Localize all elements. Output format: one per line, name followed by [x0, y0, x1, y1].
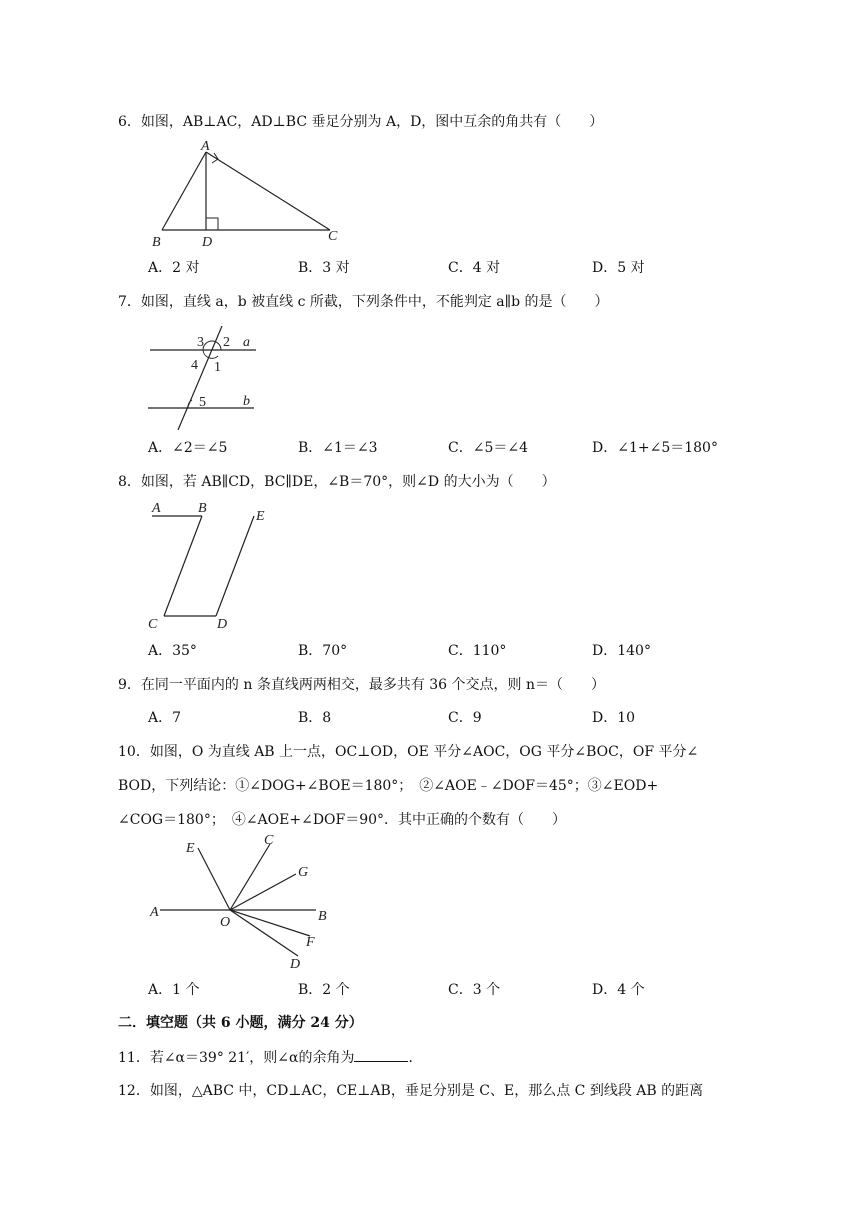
- q10-label-g: G: [298, 865, 309, 880]
- q10-label-o: O: [220, 915, 231, 930]
- q8-label-c: C: [148, 617, 158, 632]
- q10-option-d[interactable]: D．4 个: [592, 982, 645, 998]
- q9-option-b[interactable]: B．8: [298, 710, 332, 726]
- q6-option-c[interactable]: C．4 对: [448, 260, 501, 276]
- q11-stem: [118, 1047, 422, 1068]
- q8-label-d: D: [217, 617, 228, 632]
- q6-label-c: C: [328, 229, 338, 244]
- q8-figure: [146, 496, 272, 632]
- q8-label-e: E: [256, 509, 265, 524]
- q10-label-c: C: [264, 833, 274, 848]
- q6-option-a[interactable]: A．2 对: [148, 260, 200, 276]
- q10-label-e: E: [186, 841, 195, 856]
- q11-answer-blank[interactable]: [354, 1047, 408, 1062]
- q6-label-a: A: [201, 139, 210, 154]
- q6-stem: 6．如图，AB⊥AC，AD⊥BC 垂足分别为 A，D，图中互余的角共有（ ）: [118, 114, 604, 130]
- q7-angle-3: 3: [197, 335, 204, 350]
- q7-figure: [148, 326, 262, 430]
- q7-option-c[interactable]: C．∠5＝∠4: [448, 440, 528, 456]
- q7-angle-5: 5: [199, 395, 206, 410]
- q9-stem: 9．在同一平面内的 n 条直线两两相交，最多共有 36 个交点，则 n＝（ ）: [118, 677, 606, 693]
- q8-option-d[interactable]: D．140°: [592, 643, 651, 659]
- q7-angle-1: 1: [214, 360, 221, 375]
- q10-stem-line2: BOD，下列结论：①∠DOG+∠BOE＝180°； ②∠AOE﹣∠DOF＝45°；③∠EOD+: [118, 778, 659, 794]
- q7-line-a: a: [243, 335, 250, 350]
- q10-label-d: D: [290, 957, 301, 972]
- q10-label-f: F: [306, 935, 315, 950]
- q10-stem-line3: ∠COG＝180°； ④∠AOE+∠DOF＝90°．其中正确的个数有（ ）: [118, 812, 567, 828]
- section-title-fill-in: 二．填空题（共 6 小题，满分 24 分）: [118, 1015, 363, 1031]
- q9-option-a[interactable]: A．7: [148, 710, 182, 726]
- q9-option-d[interactable]: D．10: [592, 710, 636, 726]
- q8-option-b[interactable]: B．70°: [298, 643, 348, 659]
- q7-option-b[interactable]: B．∠1＝∠3: [298, 440, 378, 456]
- q6-label-d: D: [202, 235, 213, 250]
- q6-option-d[interactable]: D．5 对: [592, 260, 645, 276]
- q7-line-b: b: [243, 394, 250, 409]
- q10-figure: [144, 832, 344, 974]
- q8-stem: 8．如图，若 AB∥CD，BC∥DE，∠B＝70°，则∠D 的大小为（ ）: [118, 474, 556, 490]
- q8-label-b: B: [198, 501, 207, 516]
- q7-option-a[interactable]: A．∠2＝∠5: [148, 440, 228, 456]
- q7-angle-2: 2: [223, 335, 230, 350]
- q8-option-a[interactable]: A．35°: [148, 643, 197, 659]
- q9-option-c[interactable]: C．9: [448, 710, 482, 726]
- q10-option-a[interactable]: A．1 个: [148, 982, 200, 998]
- q11-text-after: ．: [408, 1050, 423, 1066]
- q10-label-a: A: [150, 905, 159, 920]
- q6-option-b[interactable]: B．3 对: [298, 260, 350, 276]
- q6-figure: [148, 138, 348, 252]
- q8-option-c[interactable]: C．110°: [448, 643, 507, 659]
- q7-angle-4: 4: [191, 358, 198, 373]
- q12-stem: 12．如图，△ABC 中，CD⊥AC，CE⊥AB，垂足分别是 C、E，那么点 C 到线段 AB 的距离: [118, 1083, 704, 1099]
- q10-option-b[interactable]: B．2 个: [298, 982, 350, 998]
- q10-label-b: B: [318, 909, 327, 924]
- q7-stem: 7．如图，直线 a，b 被直线 c 所截，下列条件中，不能判定 a∥b 的是（ ）: [118, 294, 609, 310]
- q7-option-d[interactable]: D．∠1+∠5＝180°: [592, 440, 718, 456]
- q10-stem-line1: 10．如图，O 为直线 AB 上一点，OC⊥OD，OE 平分∠AOC，OG 平分∠BOC，OF 平分∠: [118, 744, 699, 760]
- q6-label-b: B: [152, 235, 161, 250]
- q10-option-c[interactable]: C．3 个: [448, 982, 501, 998]
- q8-label-a: A: [152, 501, 161, 516]
- q11-text-before: 11．若∠α＝39° 21′，则∠α的余角为: [118, 1050, 355, 1066]
